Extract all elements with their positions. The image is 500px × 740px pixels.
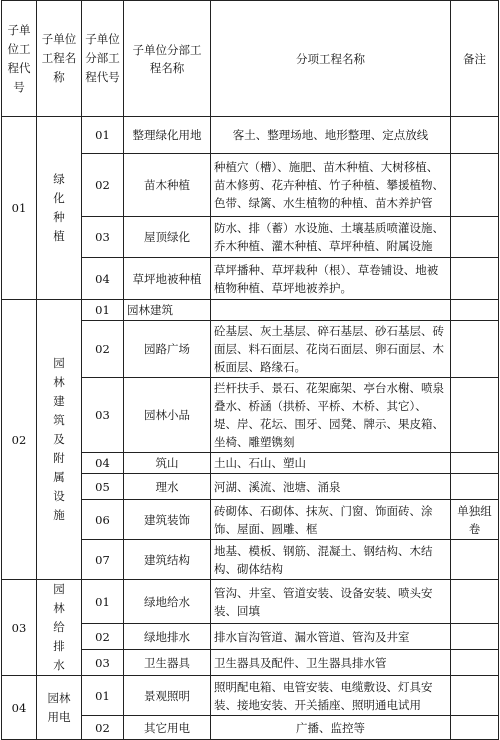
row-code: 01: [82, 580, 124, 624]
row-name: 屋顶绿化: [124, 217, 211, 258]
row-remark: [451, 453, 499, 474]
row-name: 卫生器具: [124, 650, 211, 676]
row-items: 拦杆扶手、景石、花架廊架、亭台水榭、喷泉叠水、桥涵（拱桥、平桥、木桥、其它）、堤、岸、花坛、围牙、园凳、牌示、果皮箱、坐椅、雕塑镌刻: [211, 378, 451, 453]
row-name: 筑山: [124, 453, 211, 474]
row-items: 种植穴（槽）、施肥、苗木种植、大树移植、苗木修剪、花卉种植、竹子种植、攀援植物、色带、绿篱、水生植物的种植、苗木养护管: [211, 154, 451, 217]
row-remark: [451, 650, 499, 676]
row-code: 02: [82, 321, 124, 378]
table-row: [2, 580, 499, 624]
row-name: 其它用电: [124, 716, 211, 740]
row-name: 景观照明: [124, 676, 211, 716]
header-subunit-code: 子单位分部工程代号: [82, 1, 124, 117]
row-code: 01: [82, 117, 124, 154]
group-name: 绿化种植: [37, 117, 82, 300]
row-code: 01: [82, 300, 124, 321]
row-name: 理水: [124, 474, 211, 500]
row-items: 砖砌体、石砌体、抹灰、门窗、饰面砖、涂饰、屋面、圆雕、框: [211, 500, 451, 540]
header-row: [2, 1, 499, 117]
row-items: 土山、石山、塑山: [211, 453, 451, 474]
row-name: 绿地给水: [124, 580, 211, 624]
row-code: 03: [82, 217, 124, 258]
row-code: 04: [82, 258, 124, 300]
row-items: 管沟、井室、管道安装、设备安装、喷头安装、回填: [211, 580, 451, 624]
row-name: 苗木种植: [124, 154, 211, 217]
row-code: 03: [82, 650, 124, 676]
row-code: 07: [82, 540, 124, 580]
row-code: 01: [82, 676, 124, 716]
row-remark: 单独组卷: [451, 500, 499, 540]
header-unit-name: 子单位工程名称: [37, 1, 82, 117]
row-name: 建筑装饰: [124, 500, 211, 540]
row-code: 04: [82, 453, 124, 474]
row-remark: [451, 117, 499, 154]
row-code: 06: [82, 500, 124, 540]
row-code: 02: [82, 154, 124, 217]
header-unit-code: 子单位工程代号: [2, 1, 37, 117]
row-remark: [451, 378, 499, 453]
row-name: 园林建筑: [124, 300, 211, 321]
group-name: 园林给排水: [37, 580, 82, 676]
row-items: [211, 300, 451, 321]
row-name: 整理绿化用地: [124, 117, 211, 154]
header-subunit-name: 子单位分部工程名称: [124, 1, 211, 117]
row-code: 03: [82, 378, 124, 453]
table-row: [2, 300, 499, 321]
row-name: 草坪地被种植: [124, 258, 211, 300]
group-name: 园林建筑及附属设施: [37, 300, 82, 580]
row-remark: [451, 321, 499, 378]
row-remark: [451, 217, 499, 258]
row-name: 绿地排水: [124, 624, 211, 650]
row-items: 广播、监控等: [211, 716, 451, 740]
header-item-name: 分项工程名称: [211, 1, 451, 117]
header-remark: 备注: [451, 1, 499, 117]
row-items: 地基、模板、钢筋、混凝土、钢结构、木结构、砌体结构: [211, 540, 451, 580]
table-row: [2, 676, 499, 716]
row-items: 排水盲沟管道、漏水管道、管沟及井室: [211, 624, 451, 650]
row-remark: [451, 676, 499, 716]
subproject-table: [1, 0, 499, 740]
row-items: 河湖、溪流、池塘、涌泉: [211, 474, 451, 500]
row-name: 建筑结构: [124, 540, 211, 580]
row-code: 05: [82, 474, 124, 500]
row-items: 照明配电箱、电管安装、电缆敷设、灯具安装、接地安装、开关插座、照明通电试用: [211, 676, 451, 716]
row-remark: [451, 300, 499, 321]
row-remark: [451, 154, 499, 217]
row-remark: [451, 624, 499, 650]
row-remark: [451, 474, 499, 500]
row-code: 02: [82, 716, 124, 740]
row-remark: [451, 580, 499, 624]
row-items: 砼基层、灰土基层、碎石基层、砂石基层、砖面层、料石面层、花岗石面层、卵石面层、木板面层、路缘石。: [211, 321, 451, 378]
row-name: 园林小品: [124, 378, 211, 453]
row-items: 防水、排（蓄）水设施、土壤基质喷灌设施、乔木种植、灌木种植、草坪种植、附属设施: [211, 217, 451, 258]
row-remark: [451, 540, 499, 580]
row-name: 园路广场: [124, 321, 211, 378]
row-code: 02: [82, 624, 124, 650]
group-code: 01: [2, 117, 37, 300]
table-row: [2, 117, 499, 154]
group-code: 02: [2, 300, 37, 580]
row-remark: [451, 716, 499, 740]
group-code: 03: [2, 580, 37, 676]
group-code: 04: [2, 676, 37, 740]
group-name: 园林用电: [37, 676, 82, 740]
row-items: 草坪播种、草坪栽种（根）、草卷铺设、地被植物种植、草坪地被养护。: [211, 258, 451, 300]
row-items: 客土、整理场地、地形整理、定点放线: [211, 117, 451, 154]
row-remark: [451, 258, 499, 300]
row-items: 卫生器具及配件、卫生器具排水管: [211, 650, 451, 676]
